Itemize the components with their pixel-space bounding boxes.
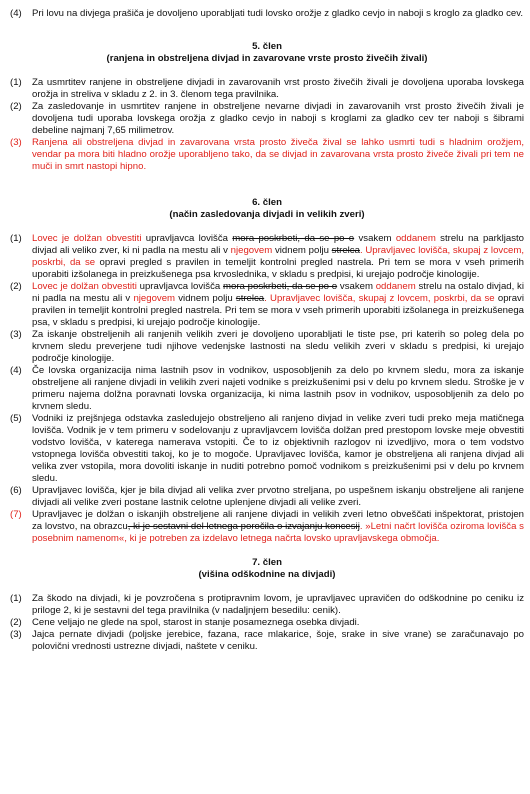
text: opravi pravilen in temeljit kontrolni pregled nastrela. Pri tem se mora v vseh primerih uporabiti izšolanega in preizkušenega psa, v skladu s predpisi, ki urejajo področje kinologije. xyxy=(32,293,524,328)
article-6-paragraph-5 xyxy=(10,413,524,485)
text: upravljavca lovišča xyxy=(141,233,233,244)
paragraph-number: (2) xyxy=(10,281,22,292)
paragraph-text: Za iskanje obstreljenih ali ranjenih velikih zveri je dovoljeno uporabljati le tiste pse, pri katerih so poleg dela po krvnem sledu preverjene tudi njihove vedenjske lastnosti na sledu velikih zveri v skladu s predpisi, ki urejajo področje kinologije. xyxy=(32,329,524,364)
paragraph-text xyxy=(32,233,524,281)
deleted-text: mora poskrbeti, da se po o xyxy=(232,233,355,244)
deleted-text: mora poskrbeti, da se po o xyxy=(223,281,338,292)
paragraph-4-hunting-boar xyxy=(10,8,524,20)
paragraph-number: (3) xyxy=(10,137,22,148)
text: vidnem polju xyxy=(175,293,236,304)
article-6-paragraph-4 xyxy=(10,365,524,413)
article-6-paragraph-3 xyxy=(10,329,524,365)
text: vidnem polju xyxy=(272,245,332,256)
paragraph-number: (5) xyxy=(10,413,22,424)
inserted-text: . »Letni načrt lovišča oziroma lovišča s posebnim namenom«, ki je potreben za izdelavo letnega načrta lovsko upravljavskega območja. xyxy=(32,521,524,544)
article-7-title: 7. člen xyxy=(252,557,282,568)
article-5-subtitle: (ranjena in obstreljena divjad in zavarovane vrste prosto živečih živali) xyxy=(106,53,428,64)
inserted-text: njegovem xyxy=(133,293,176,304)
paragraph-text: Ranjena ali obstreljena divjad in zavarovana vrsta prosto živeča žival se lahko usmrti tudi s hladnim orožjem, vendar pa mora biti hladno orožje uporabljeno tako, da se divjad in zavarovana vrsta prosto živeče živali pri tem ne muči in smrt nastopi hipno. xyxy=(32,137,524,172)
paragraph-text: Vodniki iz prejšnjega odstavka zasledujejo obstreljeno ali ranjeno divjad in velike zveri tudi preko meja matičnega lovišča. Vodnik je v tem primeru v sodelovanju z upravljavcem lovišča dolžan pred prestopom lovske meje obvestiti vodstvo lovišča, v katerega namerava vstopiti. Če to iz objektivnih razlogov ni izvedljivo, mora o tem vodstvo vstopnega lovišča obvestiti takoj, ko je to mogoče. Upravljavec lovišča, kamor je obstreljena ali ranjena divjad ali velika zver vstopila, mora dovoliti iskanje in nuditi potrebno pomoč vodnikom s preizkušenimi psi v delu po krvnem sledu. xyxy=(32,413,524,484)
deleted-text: , ki je sestavni del letnega poročila o izvajanju koncesij xyxy=(127,521,360,532)
article-6-subtitle: (način zasledovanja divjadi in velikih zveri) xyxy=(169,209,365,220)
article-6-paragraph-6 xyxy=(10,485,524,509)
article-5-title: 5. člen xyxy=(252,41,282,52)
deleted-text: strelca xyxy=(331,245,360,256)
inserted-text: oddanem xyxy=(395,233,436,244)
paragraph-text: Če lovska organizacija nima lastnih psov in vodnikov, usposobljenih za delo po krvnem sledu, mora za iskanje obstreljene ali ranjene divjadi in velikih zveri najeti vodnike s preizkušenimi psi v delu po krvnem sledu. Stroške je v primeru najema dolžna poravnati lovska organizacija, ki nima lastnih psov in vodnikov, usposobljenih za delo po krvnem sledu. xyxy=(32,365,524,412)
text: upravljavca lovišča xyxy=(136,281,224,292)
paragraph-number: (1) xyxy=(10,593,22,604)
text: vsakem xyxy=(354,233,396,244)
deleted-text: strelca xyxy=(235,293,265,304)
document-page xyxy=(10,8,524,653)
paragraph-text xyxy=(32,509,524,545)
text: strelu na parkljasto divjad ali veliko zver, ki ni padla na mestu ali v xyxy=(32,233,524,256)
paragraph-text: Upravljavec lovišča, kjer je bila divjad ali velika zver prvotno streljana, po uspešnem iskanju obstreljene ali ranjene divjadi ali velike zveri postane lastnik celotne uplenjene divjadi ali velike zveri. xyxy=(32,485,524,508)
inserted-text: . Upravljavec lovišča, skupaj z lovcem, poskrbi, da se xyxy=(32,245,524,268)
paragraph-number: (2) xyxy=(10,101,22,112)
paragraph-number: (4) xyxy=(10,8,22,19)
article-7-paragraph-3 xyxy=(10,629,524,653)
inserted-text: njegovem xyxy=(230,245,273,256)
paragraph-text xyxy=(32,281,524,329)
paragraph-text: Za usmrtitev ranjene in obstreljene divjadi in zavarovanih vrst prosto živečih živali je dovoljena uporaba lovskega orožja in streliva v skladu z 2. in 3. členom tega pravilnika. xyxy=(32,77,524,100)
paragraph-text: Za škodo na divjadi, ki je povzročena s protipravnim lovom, je upravljavec upravičen do odškodnine po ceniku iz priloge 2, ki je sestavni del tega pravilnika (v nadaljnjem besedilu: cenik). xyxy=(32,593,524,616)
inserted-text: oddanem xyxy=(375,281,416,292)
article-5-paragraph-1 xyxy=(10,77,524,101)
article-7-paragraph-2 xyxy=(10,617,524,629)
text: vsakem xyxy=(337,281,376,292)
article-7-subtitle: (višina odškodnine na divjadi) xyxy=(198,569,336,580)
inserted-text: Lovec je dolžan obvestiti xyxy=(32,233,142,244)
article-6-paragraph-7 xyxy=(10,509,524,545)
article-5-paragraph-2 xyxy=(10,101,524,137)
article-7-paragraph-1 xyxy=(10,593,524,617)
paragraph-number: (2) xyxy=(10,617,22,628)
paragraph-text: Jajca pernate divjadi (poljske jerebice, fazana, race mlakarice, šoje, srake in sive vrane) se zaračunavajo po polovični vrednosti ustrezne divjadi, naštete v ceniku. xyxy=(32,629,524,652)
inserted-text: Lovec je dolžan obvestiti xyxy=(32,281,137,292)
inserted-text: . Upravljavec lovišča, skupaj z lovcem, poskrbi, da se xyxy=(264,293,495,304)
paragraph-number: (3) xyxy=(10,629,22,640)
article-6-paragraph-1 xyxy=(10,233,524,281)
paragraph-number: (3) xyxy=(10,329,22,340)
article-5-paragraph-3-amended xyxy=(10,137,524,173)
text: opravi pregled s pravilen in temeljit kontrolni pregled nastrela. Pri tem se mora v vseh primerih uporabiti izšolanega in preizkušenega psa krvoslednika, v skladu s predpisi, ki urejajo področje kinologije. xyxy=(32,257,525,280)
text: Upravljavec je dolžan o iskanjih obstreljene ali ranjene divjadi in velikih zveri letno obveščati inšpektorat, pristojen za lovstvo, na obrazcu xyxy=(32,509,524,532)
article-6-title: 6. člen xyxy=(252,197,282,208)
article-6-paragraph-2 xyxy=(10,281,524,329)
paragraph-text: Cene veljajo ne glede na spol, starost in stanje posameznega osebka divjadi. xyxy=(32,617,360,628)
paragraph-number: (1) xyxy=(10,77,22,88)
paragraph-text: Pri lovu na divjega prašiča je dovoljeno uporabljati tudi lovsko orožje z gladko cevjo in naboji s kroglo za gladko cev. xyxy=(32,8,523,19)
paragraph-number: (1) xyxy=(10,233,22,244)
paragraph-text: Za zasledovanje in usmrtitev ranjene in obstreljene nevarne divjadi in zavarovanih vrst prosto živečih živali je dovoljena tudi uporaba lovskega orožja z gladko cevjo in naboji s kroglami za gladko cev ter naboji s šibrami debeline najmanj 7,65 milimetrov. xyxy=(32,101,524,136)
paragraph-number: (4) xyxy=(10,365,22,376)
paragraph-number: (6) xyxy=(10,485,22,496)
text: strelu na ostalo divjad, ki ni padla na mestu ali v xyxy=(32,281,524,304)
paragraph-number: (7) xyxy=(10,509,22,520)
